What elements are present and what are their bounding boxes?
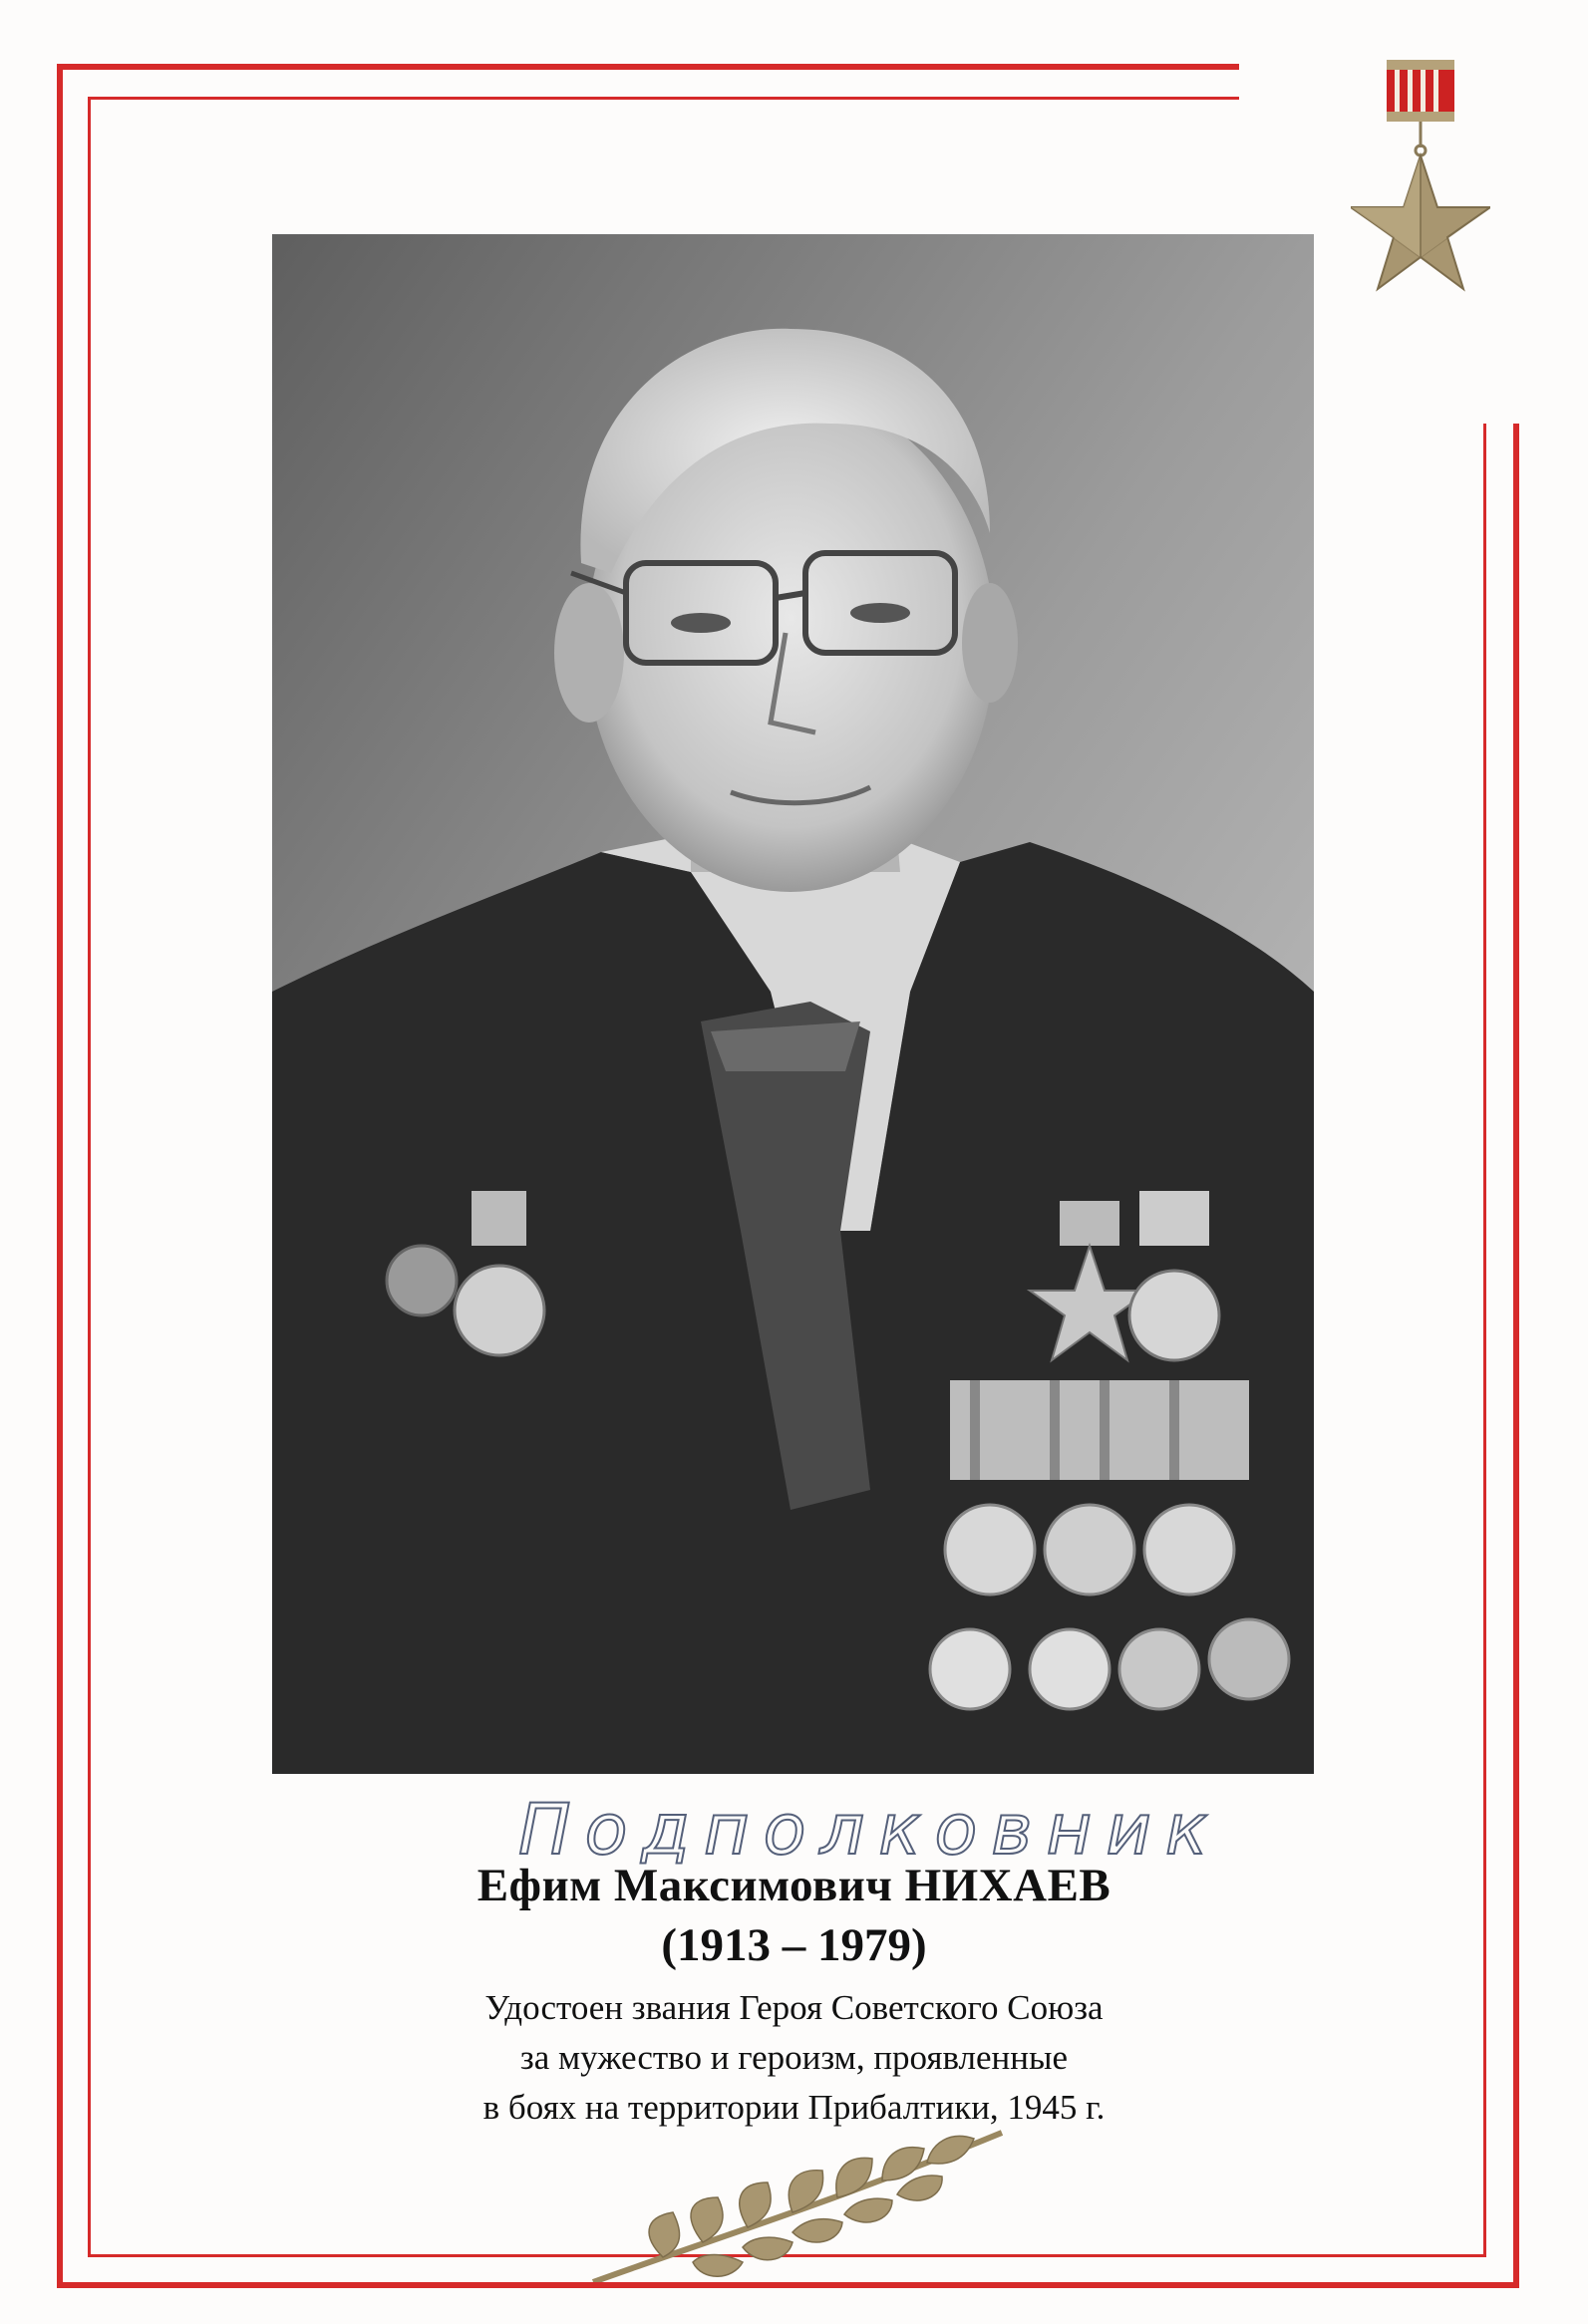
frame-right-inner bbox=[1483, 424, 1486, 2257]
description-line-3: в боях на территории Прибалтики, 1945 г. bbox=[482, 2088, 1106, 2127]
life-years: (1913 – 1979) bbox=[661, 1919, 927, 1971]
laurel-branch-icon bbox=[583, 2123, 1022, 2282]
person-name: Ефим Максимович НИХАЕВ bbox=[476, 1860, 1112, 1911]
description-line-2: за мужество и героизм, проявленные bbox=[519, 2038, 1069, 2077]
frame-top-inner bbox=[88, 97, 1239, 100]
gold-star-medal-icon bbox=[1351, 58, 1490, 312]
handwritten-rank-text: Подполковник bbox=[518, 1789, 1222, 1871]
frame-top-outer bbox=[57, 64, 1239, 70]
portrait-photo bbox=[272, 234, 1314, 1774]
frame-bottom-outer bbox=[57, 2282, 1519, 2288]
description-line-1: Удостоен звания Героя Советского Союза bbox=[484, 1988, 1104, 2027]
